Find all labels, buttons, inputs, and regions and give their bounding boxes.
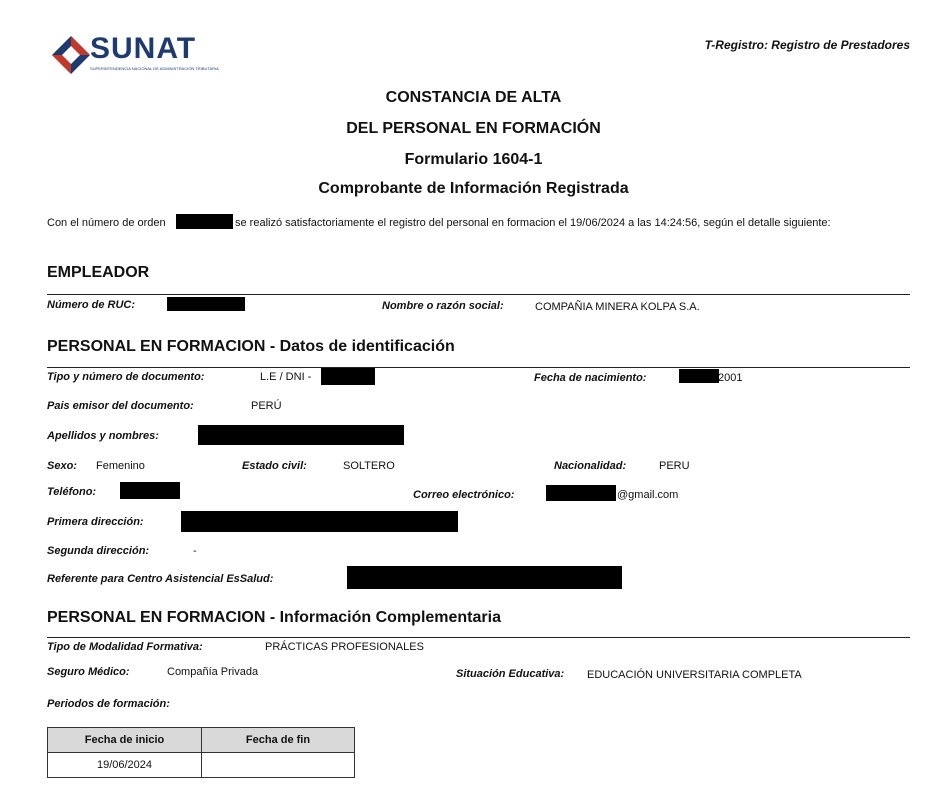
- estado-value: SOLTERO: [343, 460, 395, 472]
- title-line4: Comprobante de Información Registrada: [318, 180, 629, 197]
- correo-label: Correo electrónico:: [413, 489, 515, 501]
- referente-label: Referente para Centro Asistencial EsSalud:: [47, 573, 274, 585]
- section-identificacion: PERSONAL EN FORMACION - Datos de identificación: [47, 338, 455, 355]
- col-fecha-inicio: Fecha de inicio: [48, 728, 202, 753]
- cell-fecha-fin: [202, 753, 355, 778]
- razon-label: Nombre o razón social:: [382, 300, 504, 312]
- cell-fecha-inicio: 19/06/2024: [48, 753, 202, 778]
- section-empleador: EMPLEADOR: [47, 264, 150, 281]
- logo-subtext: SUPERINTENDENCIA NACIONAL DE ADMINISTRACIÓN TRIBUTARIA: [90, 66, 219, 71]
- redacted-doc-number: [321, 368, 375, 385]
- apellidos-label: Apellidos y nombres:: [47, 430, 159, 442]
- redacted-address-1: [181, 511, 458, 532]
- modalidad-label: Tipo de Modalidad Formativa:: [47, 641, 203, 653]
- modalidad-value: PRÁCTICAS PROFESIONALES: [265, 641, 424, 653]
- periodos-label: Periodos de formación:: [47, 698, 170, 710]
- dir1-label: Primera dirección:: [47, 516, 144, 528]
- redacted-referente: [347, 566, 622, 589]
- title-line1: CONSTANCIA DE ALTA: [385, 89, 562, 106]
- situacion-label: Situación Educativa:: [456, 668, 565, 680]
- logo-text: SUNAT: [90, 32, 197, 65]
- nacionalidad-label: Nacionalidad:: [554, 460, 627, 472]
- title-line3: Formulario 1604-1: [404, 151, 543, 168]
- seguro-label: Seguro Médico:: [47, 666, 130, 678]
- rule-complementaria: [47, 637, 910, 638]
- ruc-label: Número de RUC:: [47, 299, 136, 311]
- rule-empleador: [47, 294, 910, 295]
- sexo-value: Femenino: [96, 460, 145, 472]
- table-row: [48, 753, 355, 778]
- seguro-value: Compañía Privada: [167, 666, 259, 678]
- sunat-logo: [50, 34, 230, 78]
- periodos-table: [47, 727, 355, 778]
- section-complementaria: PERSONAL EN FORMACION - Información Complementaria: [47, 609, 501, 626]
- pais-label: Pais emisor del documento:: [47, 400, 194, 412]
- intro-suffix: se realizó satisfactoriamente el registro del personal en formacion el 19/06/2024 a las 14:24:56, según el detalle siguiente:: [235, 217, 831, 229]
- dir2-label: Segunda dirección:: [47, 545, 150, 557]
- dir2-value: -: [193, 545, 197, 557]
- fecha-nac-label: Fecha de nacimiento:: [534, 372, 647, 384]
- correo-value: @gmail.com: [617, 489, 679, 501]
- sexo-label: Sexo:: [47, 460, 77, 472]
- system-title: T-Registro: Registro de Prestadores: [704, 38, 910, 52]
- redacted-order-number: [176, 214, 233, 229]
- situacion-value: EDUCACIÓN UNIVERSITARIA COMPLETA: [587, 669, 802, 681]
- intro-prefix: Con el número de orden: [47, 217, 166, 229]
- sunat-diamond-icon: [50, 34, 92, 76]
- estado-label: Estado civil:: [242, 460, 307, 472]
- nacionalidad-value: PERU: [659, 460, 690, 472]
- tipo-doc-value: L.E / DNI -: [260, 371, 312, 383]
- tipo-doc-label: Tipo y número de documento:: [47, 371, 205, 383]
- redacted-ruc: [167, 297, 245, 311]
- periodos-header-row: [48, 728, 355, 753]
- fecha-nac-value: 2001: [718, 372, 743, 384]
- telefono-label: Teléfono:: [47, 486, 97, 498]
- redacted-email-user: [546, 485, 616, 501]
- rule-identificacion: [47, 367, 910, 368]
- razon-value: COMPAÑIA MINERA KOLPA S.A.: [535, 301, 700, 313]
- col-fecha-fin: Fecha de fin: [202, 728, 355, 753]
- title-line2: DEL PERSONAL EN FORMACIÓN: [346, 120, 601, 137]
- redacted-birthdate: [679, 369, 719, 383]
- pais-value: PERÚ: [251, 400, 282, 412]
- redacted-phone: [120, 482, 180, 499]
- redacted-name: [198, 425, 404, 445]
